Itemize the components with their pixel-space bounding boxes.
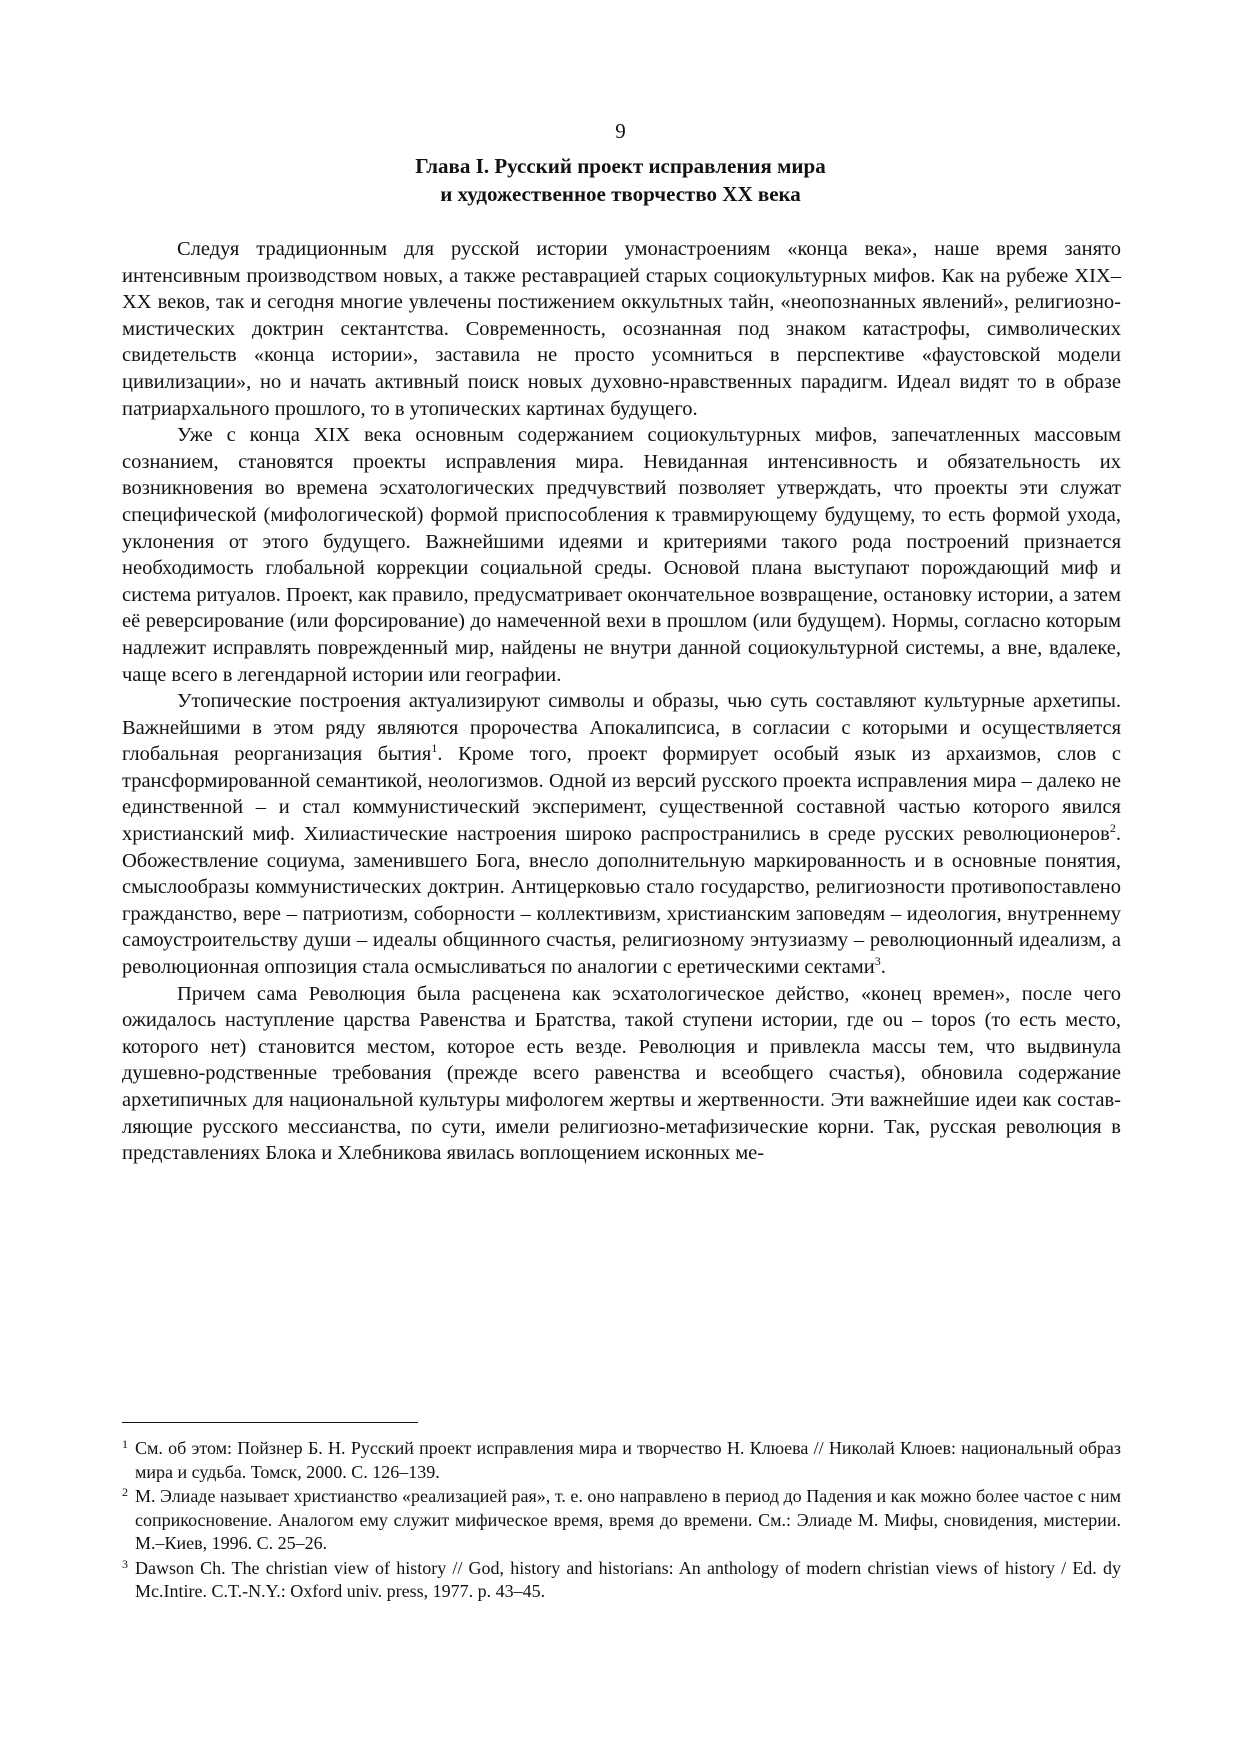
paragraph-3-text-a: Утопические построения актуализируют символы и образы, чью суть составляют культурные архетипы. Важнейшими в этом ряду являются пророчества Апокалипсиса, в согласии с которыми и осуществляется глобальная реорганизация бытия	[122, 690, 1121, 766]
paragraph-3-text-d: .	[880, 956, 886, 979]
footnote-1-text: См. об этом: Пойзнер Б. Н. Русский проект исправления мира и творчество Н. Клюева // Николай Клюев: национальный образ мира и судьба. Томск, 2000. С. 126–139.	[135, 1438, 1121, 1482]
footnote-3-mark: 3	[122, 1556, 128, 1571]
footnotes	[122, 1437, 1121, 1605]
page-number: 9	[615, 119, 626, 143]
paragraph-1-text: Следуя традиционным для русской истории умонастроениям «конца века», наше время занято интенсивным производством новых, а также реставрацией старых социокультурных мифов. Как на рубеже XIX–XX веков, так и сегодня многие увлечены постижением оккультных тайн, «неопознанных явлений», религиозно-мистических доктрин сектантства. Современность, осознанная под знаком катастрофы, символических свидетельств «конца истории», заставила не просто усомниться в перспективе «фаустовской модели цивилизации», но и начать активный поиск новых духовно-нравственных парадигм. Идеал видят то в образе патриархального прошлого, то в утопических картинах будущего.	[122, 238, 1121, 420]
footnote-3-text: Dawson Ch. The christian view of history // God, history and historians: An anthology of modern christian views of history / Ed. dy Mc.Intire. C.T.-N.Y.: Oxford univ. press, 1977. p. 43–45.	[135, 1557, 1121, 1601]
paragraph-4-text: Причем сама Революция была расценена как эсхатологическое действо, «конец времен», после чего ожидалось наступление царства Равенства и Братства, такой ступени истории, где ou – topos (то есть место, которого нет) становится местом, которое есть везде. Революция и привлекла массы тем, что выдвинула душевно-родственные требования (прежде всего равенства и всеобщего счастья), обновила содержание архетипичных для национальной культуры мифологем жертвы и жертвенности. Эти важнейшие идеи как составляющие русского мессианства, по сути, имели религиозно-метафизические корни. Так, русская революция в представлениях Блока и Хлебникова явилась воплощением исконных ме-	[122, 982, 1121, 1165]
paragraph-1	[122, 236, 1121, 422]
paragraph-3	[122, 688, 1121, 981]
paragraph-3-text-c: . Обожествление социума, заменившего Бога, внесло дополнительную маркированность и в основные понятия, смыслообразы коммунистических доктрин. Антицерковью стало государство, религиозности противопоставлено гражданство, вере – патриотизм, соборности – коллективизм, христианским заповедям – идеология, внутреннему самоустроительству души – идеалы общинного счастья, религиозному энтузиазму – революционный идеализм, а революционная оппозиция стала осмысливаться по аналогии с еретическими сектами	[122, 823, 1121, 979]
footnote-ref-2[interactable]: 2	[1109, 821, 1116, 836]
footnote-ref-3[interactable]: 3	[874, 954, 881, 969]
paragraph-3-text-b: . Кроме того, проект формирует особый язык из архаизмов, слов с трансформированной семантикой, неологизмов. Одной из версий русского проекта исправления мира – далеко не единственной – и стал коммунистический эксперимент, существенной составной частью которого явился христианский миф. Хилиастические настроения широко распространились в среде русских революционеров	[122, 743, 1122, 846]
paragraph-4	[122, 981, 1121, 1167]
chapter-title	[0, 152, 1241, 208]
body-text	[122, 236, 1121, 1167]
footnote-separator	[122, 1422, 418, 1423]
paragraph-2-text: Уже с конца XIX века основным содержанием социокультурных мифов, запечатленных массовым сознанием, становятся проекты исправления мира. Невиданная интенсивность и обязательность их возникновения во времена эсхатологических предчувствий позволяет утверждать, что проекты эти служат специфической (мифологической) формой приспособления к травмирующему будущему, то есть формой ухода, уклонения от этого будущего. Важнейшими идеями и критериями такого рода построений признается необходимость глобальной коррекции социальной среды. Основой плана выступают порождающий миф и система ритуалов. Проект, как правило, предусматривает окончательное возвращение, остановку истории, а затем её реверсирование (или форсирование) до намеченной вехи в прошлом (или будущем). Нормы, согласно которым надлежит исправлять поврежденный мир, найдены не внутри данной социокультурной системы, а вне, вдалеке, чаще всего в легендарной истории или географии.	[122, 424, 1121, 686]
footnote-ref-1[interactable]: 1	[431, 741, 438, 756]
footnote-2-mark: 2	[122, 1485, 128, 1499]
footnote-3	[122, 1557, 1121, 1604]
paragraph-2	[122, 422, 1121, 688]
footnote-2	[122, 1485, 1121, 1556]
chapter-title-line-2: и художественное творчество XX века	[440, 182, 801, 206]
footnote-2-text: М. Элиаде называет христианство «реализацией рая», т. е. оно направлено в период до Падения и как можно более частое с ним соприкосновение. Аналогом ему служит мифическое время, время до времени. См.: Элиаде М. Мифы, сновидения, мистерии. М.–Киев, 1996. С. 25–26.	[135, 1486, 1121, 1553]
chapter-title-line-1: Глава I. Русский проект исправления мира	[415, 154, 826, 178]
footnote-1-mark: 1	[122, 1437, 128, 1451]
footnote-1	[122, 1437, 1121, 1484]
